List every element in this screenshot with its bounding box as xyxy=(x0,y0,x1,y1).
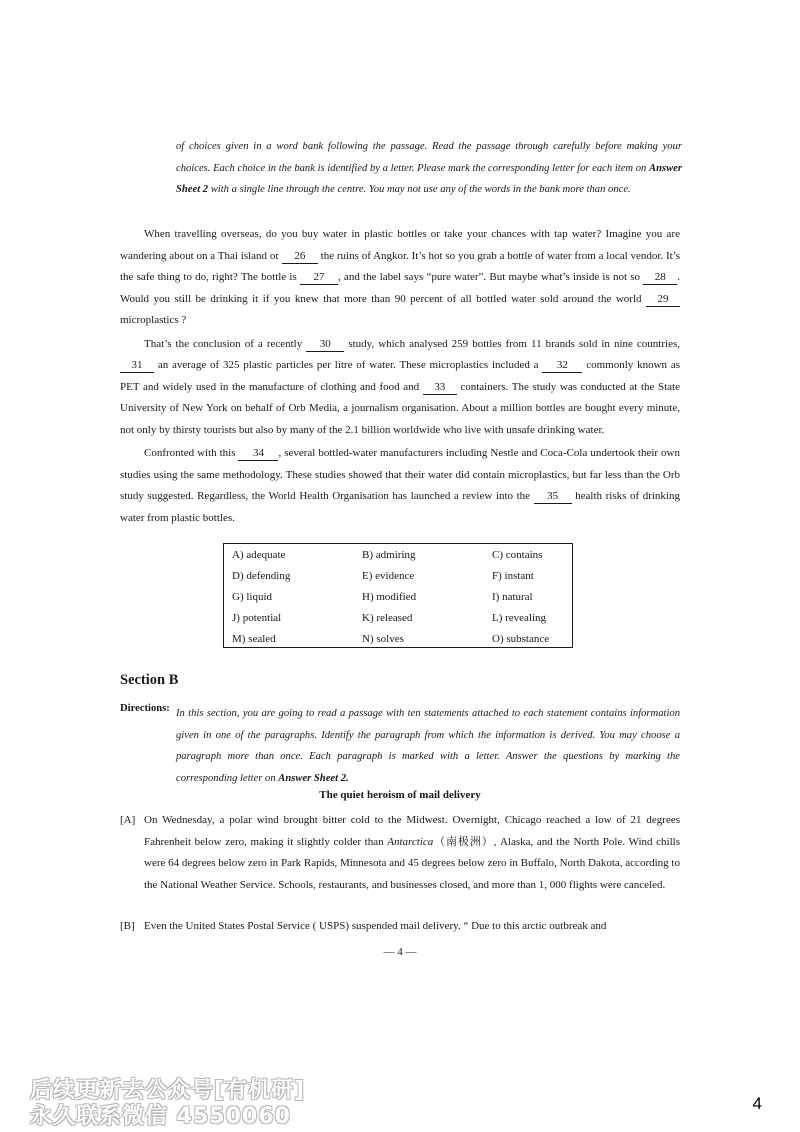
word-bank-item: E) evidence xyxy=(362,570,415,582)
blank-32: 32 xyxy=(542,358,582,373)
paragraph-a xyxy=(120,810,680,896)
blank-26: 26 xyxy=(282,249,318,264)
blank-33: 33 xyxy=(423,380,457,395)
paragraph-b xyxy=(120,916,680,938)
blank-31: 31 xyxy=(120,358,154,373)
passage-paragraph-3: Confronted with this 34 , several bottled-water manufacturers including Nestle and Coca-Cola undertook their own studies using the same methodology. These studies showed that their water did contain microplastics, but far less than the Orb study suggested. Regardless, the World Health Organisation has launched a review into the 35 health risks of drinking water from plastic bottles. xyxy=(120,447,680,524)
word-bank-item: O) substance xyxy=(492,633,550,645)
word-bank-item: D) defending xyxy=(232,570,291,582)
article-title: The quiet heroism of mail delivery xyxy=(319,789,481,801)
word-bank-item: J) potential xyxy=(232,612,282,624)
paragraph-a-label: [A] xyxy=(120,814,136,826)
watermark-text: 后续更新去公众号[有机研] 永久联系微信 4550060 xyxy=(30,1078,306,1129)
instructions-text: of choices given in a word bank following the passage. Read the passage through carefully before making your choices. Each choice in the bank is identified by a letter. Please mark the corresponding letter for each item on xyxy=(176,141,682,174)
instructions-answer-sheet: Answer Sheet 2 xyxy=(176,162,682,195)
word-bank-item: K) released xyxy=(362,612,413,624)
word-bank-item: H) modified xyxy=(362,591,417,603)
directions-answer-sheet: Answer Sheet 2. xyxy=(278,772,349,784)
word-bank-item: C) contains xyxy=(492,549,543,561)
blank-28: 28 xyxy=(643,270,677,285)
word-bank-item: I) natural xyxy=(492,591,533,603)
cloze-passage xyxy=(120,224,680,529)
word-bank xyxy=(223,543,573,648)
word-bank-item: N) solves xyxy=(362,633,404,645)
paragraph-b-label: [B] xyxy=(120,920,135,932)
word-bank-item: A) adequate xyxy=(232,549,286,561)
passage-paragraph-1: When travelling overseas, do you buy water in plastic bottles or take your chances with tap water? Imagine you are wandering about on a Thai island or 26 the ruins of Angkor. It’s hot so you grab a bottle of water from a local vendor. It’s the safe thing to do, right? The bottle is 27 , and the label says “pure water”. But maybe what’s inside is not so 28 . Would you still be drinking it if you knew that more than 90 percent of all bottled water sold around the world 29 microplastics ? xyxy=(120,228,681,326)
page-footer-number: — 4 — xyxy=(383,946,417,958)
page-number-corner: 4 xyxy=(752,1094,762,1113)
word-bank-item: G) liquid xyxy=(232,591,273,603)
section-b-title: Section B xyxy=(120,672,179,688)
paragraph-a-text: On Wednesday, a polar wind brought bitter cold to the Midwest. Overnight, Chicago reached a low of 21 degrees Fahrenheit below zero, making it slightly colder than Antarctica（南极洲）, Alaska, and the North Pole. Wind chills were 64 degrees below zero in Park Rapids, Minnesota and 45 degrees below zero in Buffalo, North Dakota, according to the National Weather Service. Schools, restaurants, and businesses closed, and more than 1, 000 flights were canceled. xyxy=(144,814,681,891)
section-b-directions: In this section, you are going to read a passage with ten statements attached to each statement contains information given in one of the paragraphs. Identify the paragraph from which the information is derived. You may choose a paragraph more than once. Each paragraph is marked with a letter. Answer the questions by marking the corresponding letter on Answer Sheet 2. xyxy=(176,708,680,784)
word-bank-item: L) revealing xyxy=(492,612,547,624)
blank-30: 30 xyxy=(306,337,344,352)
word-bank-item: B) admiring xyxy=(362,549,416,561)
word-bank-item: M) sealed xyxy=(232,633,276,645)
blank-29: 29 xyxy=(646,292,680,307)
word-bank-item: F) instant xyxy=(492,570,534,582)
paragraph-b-text: Even the United States Postal Service ( USPS) suspended mail delivery. “ Due to this arctic outbreak and xyxy=(144,920,607,932)
blank-34: 34 xyxy=(238,446,278,461)
blank-27: 27 xyxy=(300,270,338,285)
section-a-instructions xyxy=(176,136,682,201)
blank-35: 35 xyxy=(534,489,572,504)
instructions-text-end: with a single line through the centre. You may not use any of the words in the bank more than once. xyxy=(208,184,631,195)
passage-paragraph-2: That’s the conclusion of a recently 30 study, which analysed 259 bottles from 11 brands sold in nine countries, 31 an average of 325 plastic particles per litre of water. These microplastics included a 32 commonly known as PET and widely used in the manufacture of clothing and food and 33 containers. The study was conducted at the State University of New York on behalf of Orb Media, a journalism organisation. About a million bottles are bought every minute, not only by thirsty tourists but also by many of the 2.1 billion worldwide who live with unsafe drinking water. xyxy=(120,337,680,436)
directions-label: Directions: xyxy=(120,703,170,714)
